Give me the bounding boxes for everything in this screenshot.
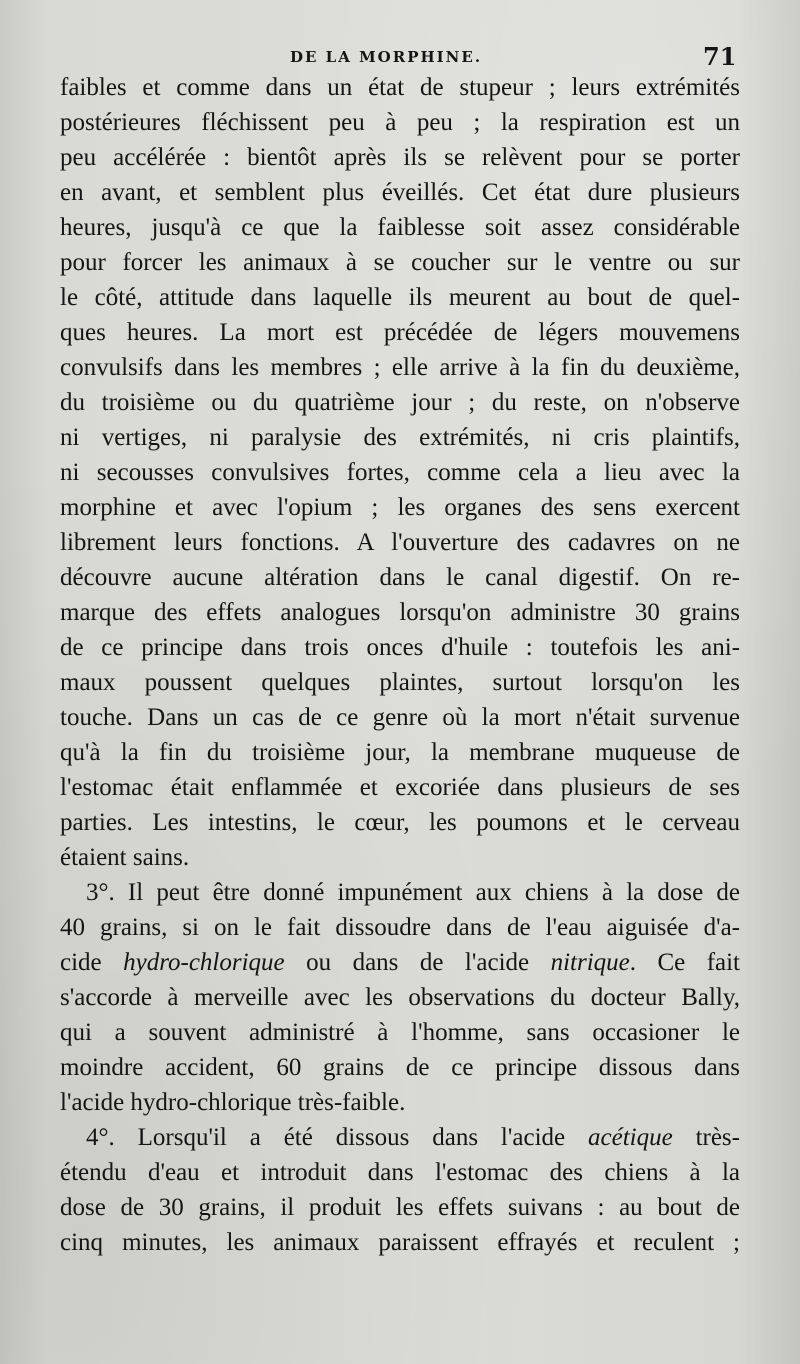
text-fragment: ou dans de l'acide	[284, 949, 551, 976]
text-fragment: cide	[60, 949, 124, 976]
text-fragment: très-	[672, 1124, 740, 1151]
text-line: parties. Les intestins, le cœur, les poumons et le cerveau	[60, 809, 740, 836]
text-line: morphine et avec l'opium ; les organes des sens exercent	[60, 494, 740, 521]
text-line: faibles et comme dans un état de stupeur ; leurs extrémités	[60, 74, 740, 101]
text-line: l'acide hydro-chlorique très-faible.	[60, 1089, 406, 1116]
text-line: s'accorde à merveille avec les observations du docteur Bally,	[60, 984, 740, 1011]
text-line: touche. Dans un cas de ce genre où la mort n'était survenue	[60, 704, 740, 731]
text-line: le côté, attitude dans laquelle ils meurent au bout de quel-	[60, 284, 740, 311]
text-line: ni vertiges, ni paralysie des extrémités, ni cris plaintifs,	[60, 424, 740, 451]
text-line: 3°. Il peut être donné impunément aux chiens à la dose de	[86, 879, 740, 906]
italic-term: nitrique	[550, 949, 630, 976]
text-fragment: . Ce fait	[629, 949, 741, 976]
text-line: ni secousses convulsives fortes, comme cela a lieu avec la	[60, 459, 740, 486]
italic-term: acétique	[588, 1124, 673, 1151]
text-line: moindre accident, 60 grains de ce principe dissous dans	[60, 1054, 740, 1081]
text-fragment: 4°. Lorsqu'il a été dissous dans l'acide	[86, 1124, 588, 1151]
text-line: peu accélérée : bientôt après ils se relèvent pour se porter	[60, 144, 740, 171]
text-line: convulsifs dans les membres ; elle arrive à la fin du deuxième,	[60, 354, 740, 381]
text-line: l'estomac était enflammée et excoriée dans plusieurs de ses	[60, 774, 740, 801]
text-line: cinq minutes, les animaux paraissent effrayés et reculent ;	[60, 1229, 740, 1256]
text-line	[60, 1120, 740, 1155]
text-line: librement leurs fonctions. A l'ouverture des cadavres on ne	[60, 529, 740, 556]
text-line: pour forcer les animaux à se coucher sur le ventre ou sur	[60, 249, 740, 276]
text-line: qui a souvent administré à l'homme, sans occasioner le	[60, 1019, 740, 1046]
text-line: marque des effets analogues lorsqu'on administre 30 grains	[60, 599, 740, 626]
running-head: DE LA MORPHINE.	[290, 48, 483, 66]
text-line: de ce principe dans trois onces d'huile : toutefois les ani-	[60, 634, 740, 661]
text-line: qu'à la fin du troisième jour, la membrane muqueuse de	[60, 739, 740, 766]
text-line: heures, jusqu'à ce que la faiblesse soit assez considérable	[60, 214, 740, 241]
body-text	[60, 70, 740, 1260]
text-line: postérieures fléchissent peu à peu ; la respiration est un	[60, 109, 740, 136]
text-line: étendu d'eau et introduit dans l'estomac des chiens à la	[60, 1159, 740, 1186]
italic-term: hydro-chlorique	[123, 949, 285, 976]
text-line: en avant, et semblent plus éveillés. Cet état dure plusieurs	[60, 179, 740, 206]
text-line: étaient sains.	[60, 844, 190, 871]
page-number: 71	[703, 42, 737, 71]
text-line: ques heures. La mort est précédée de légers mouvemens	[60, 319, 740, 346]
text-line: maux poussent quelques plaintes, surtout lorsqu'on les	[60, 669, 740, 696]
text-line: dose de 30 grains, il produit les effets suivans : au bout de	[60, 1194, 740, 1221]
text-line: 40 grains, si on le fait dissoudre dans de l'eau aiguisée d'a-	[60, 914, 740, 941]
text-line: découvre aucune altération dans le canal digestif. On re-	[60, 564, 740, 591]
text-line: du troisième ou du quatrième jour ; du reste, on n'observe	[60, 389, 740, 416]
text-line	[60, 945, 740, 980]
